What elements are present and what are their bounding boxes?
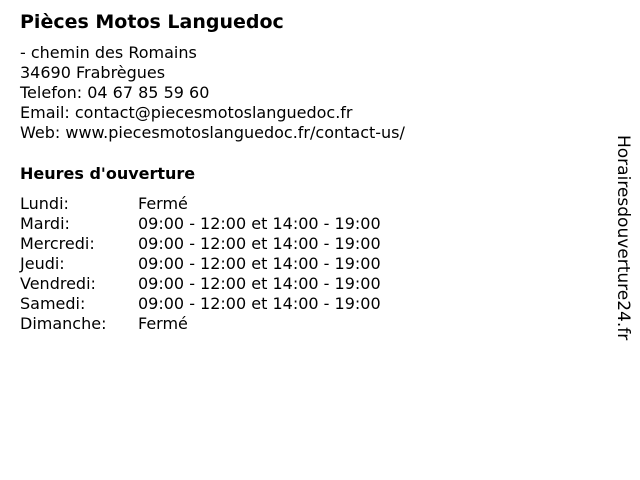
hours-row-saturday <box>20 294 381 314</box>
business-name: Pièces Motos Languedoc <box>20 11 284 33</box>
hours-heading: Heures d'ouverture <box>20 164 196 183</box>
hours-row-thursday <box>20 254 381 274</box>
time-value: 09:00 - 12:00 et 14:00 - 19:00 <box>138 234 381 253</box>
day-label: Dimanche: <box>20 314 107 333</box>
time-value: 09:00 - 12:00 et 14:00 - 19:00 <box>138 214 381 233</box>
email-address: Email: contact@piecesmotoslanguedoc.fr <box>20 103 353 122</box>
time-value: 09:00 - 12:00 et 14:00 - 19:00 <box>138 254 381 273</box>
hours-table <box>20 194 381 334</box>
phone-number: Telefon: 04 67 85 59 60 <box>20 83 210 102</box>
site-watermark: Horairesdouverture24.fr <box>613 135 633 341</box>
day-label: Mercredi: <box>20 234 95 253</box>
time-value: Fermé <box>138 314 188 333</box>
day-label: Jeudi: <box>20 254 65 273</box>
day-label: Lundi: <box>20 194 69 213</box>
hours-row-monday <box>20 194 381 214</box>
day-label: Mardi: <box>20 214 70 233</box>
contact-block <box>20 43 405 143</box>
hours-row-tuesday <box>20 214 381 234</box>
hours-row-wednesday <box>20 234 381 254</box>
day-label: Samedi: <box>20 294 86 313</box>
time-value: 09:00 - 12:00 et 14:00 - 19:00 <box>138 294 381 313</box>
website-url: Web: www.piecesmotoslanguedoc.fr/contact-us/ <box>20 123 405 142</box>
day-label: Vendredi: <box>20 274 96 293</box>
street-address: - chemin des Romains <box>20 43 197 62</box>
hours-row-friday <box>20 274 381 294</box>
city-postcode: 34690 Frabrègues <box>20 63 166 82</box>
time-value: 09:00 - 12:00 et 14:00 - 19:00 <box>138 274 381 293</box>
hours-row-sunday <box>20 314 381 334</box>
time-value: Fermé <box>138 194 188 213</box>
